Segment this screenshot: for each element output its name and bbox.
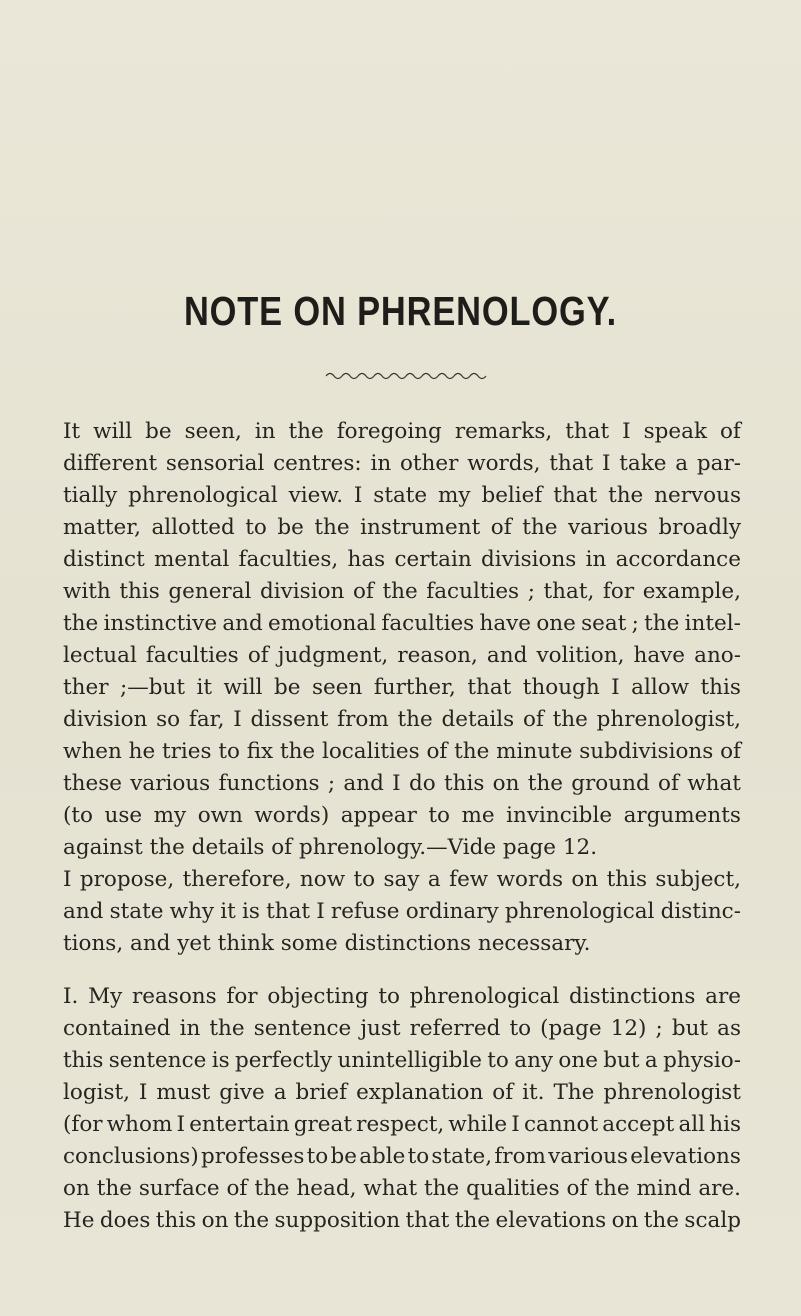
text-line: lectual faculties of judgment, reason, and volition, have ano- xyxy=(63,643,741,668)
text-line: division so far, I dissent from the details of the phrenologist, xyxy=(63,707,741,732)
text-line: tions, and yet think some distinctions necessary. xyxy=(63,931,591,956)
paragraph-2 xyxy=(63,864,741,960)
paragraph-1 xyxy=(63,416,741,864)
wavy-rule-ornament xyxy=(324,369,488,381)
paragraph-3 xyxy=(63,981,741,1237)
text-line: this sentence is perfectly unintelligible to any one but a physio- xyxy=(63,1048,741,1073)
page-title: NOTE ON PHRENOLOGY. xyxy=(183,288,618,334)
text-line: and state why it is that I refuse ordinary phrenological distinc- xyxy=(63,899,741,924)
text-line: on the surface of the head, what the qualities of the mind are. xyxy=(63,1176,741,1201)
body-text xyxy=(63,416,741,1237)
text-line: It will be seen, in the foregoing remarks, that I speak of xyxy=(63,419,741,444)
text-line: (for whom I entertain great respect, while I cannot accept all his xyxy=(63,1112,741,1137)
text-line: (to use my own words) appear to me invincible arguments xyxy=(63,803,741,828)
text-line: when he tries to fix the localities of the minute subdivisions of xyxy=(63,739,741,764)
text-line: matter, allotted to be the instrument of the various broadly xyxy=(63,515,741,540)
text-line: ther ;—but it will be seen further, that though I allow this xyxy=(63,675,741,700)
text-line: against the details of phrenology.—Vide page 12. xyxy=(63,835,598,860)
text-line: I propose, therefore, now to say a few words on this subject, xyxy=(63,867,741,892)
text-line: contained in the sentence just referred to (page 12) ; but as xyxy=(63,1016,741,1041)
text-line: distinct mental faculties, has certain divisions in accordance xyxy=(63,547,741,572)
text-line: conclusions) professes to be able to state, from various elevations xyxy=(63,1144,741,1169)
text-line: with this general division of the faculties ; that, for example, xyxy=(63,579,741,604)
text-line: these various functions ; and I do this on the ground of what xyxy=(63,771,741,796)
text-line: the instinctive and emotional faculties have one seat ; the intel- xyxy=(63,611,741,636)
text-line: He does this on the supposition that the elevations on the scalp xyxy=(63,1208,741,1233)
text-line: different sensorial centres: in other words, that I take a par- xyxy=(63,451,741,476)
text-line: tially phrenological view. I state my belief that the nervous xyxy=(63,483,741,508)
text-line: logist, I must give a brief explanation of it. The phrenologist xyxy=(63,1080,741,1105)
text-line: I. My reasons for objecting to phrenological distinctions are xyxy=(63,984,741,1009)
paragraph-gap xyxy=(63,960,741,981)
